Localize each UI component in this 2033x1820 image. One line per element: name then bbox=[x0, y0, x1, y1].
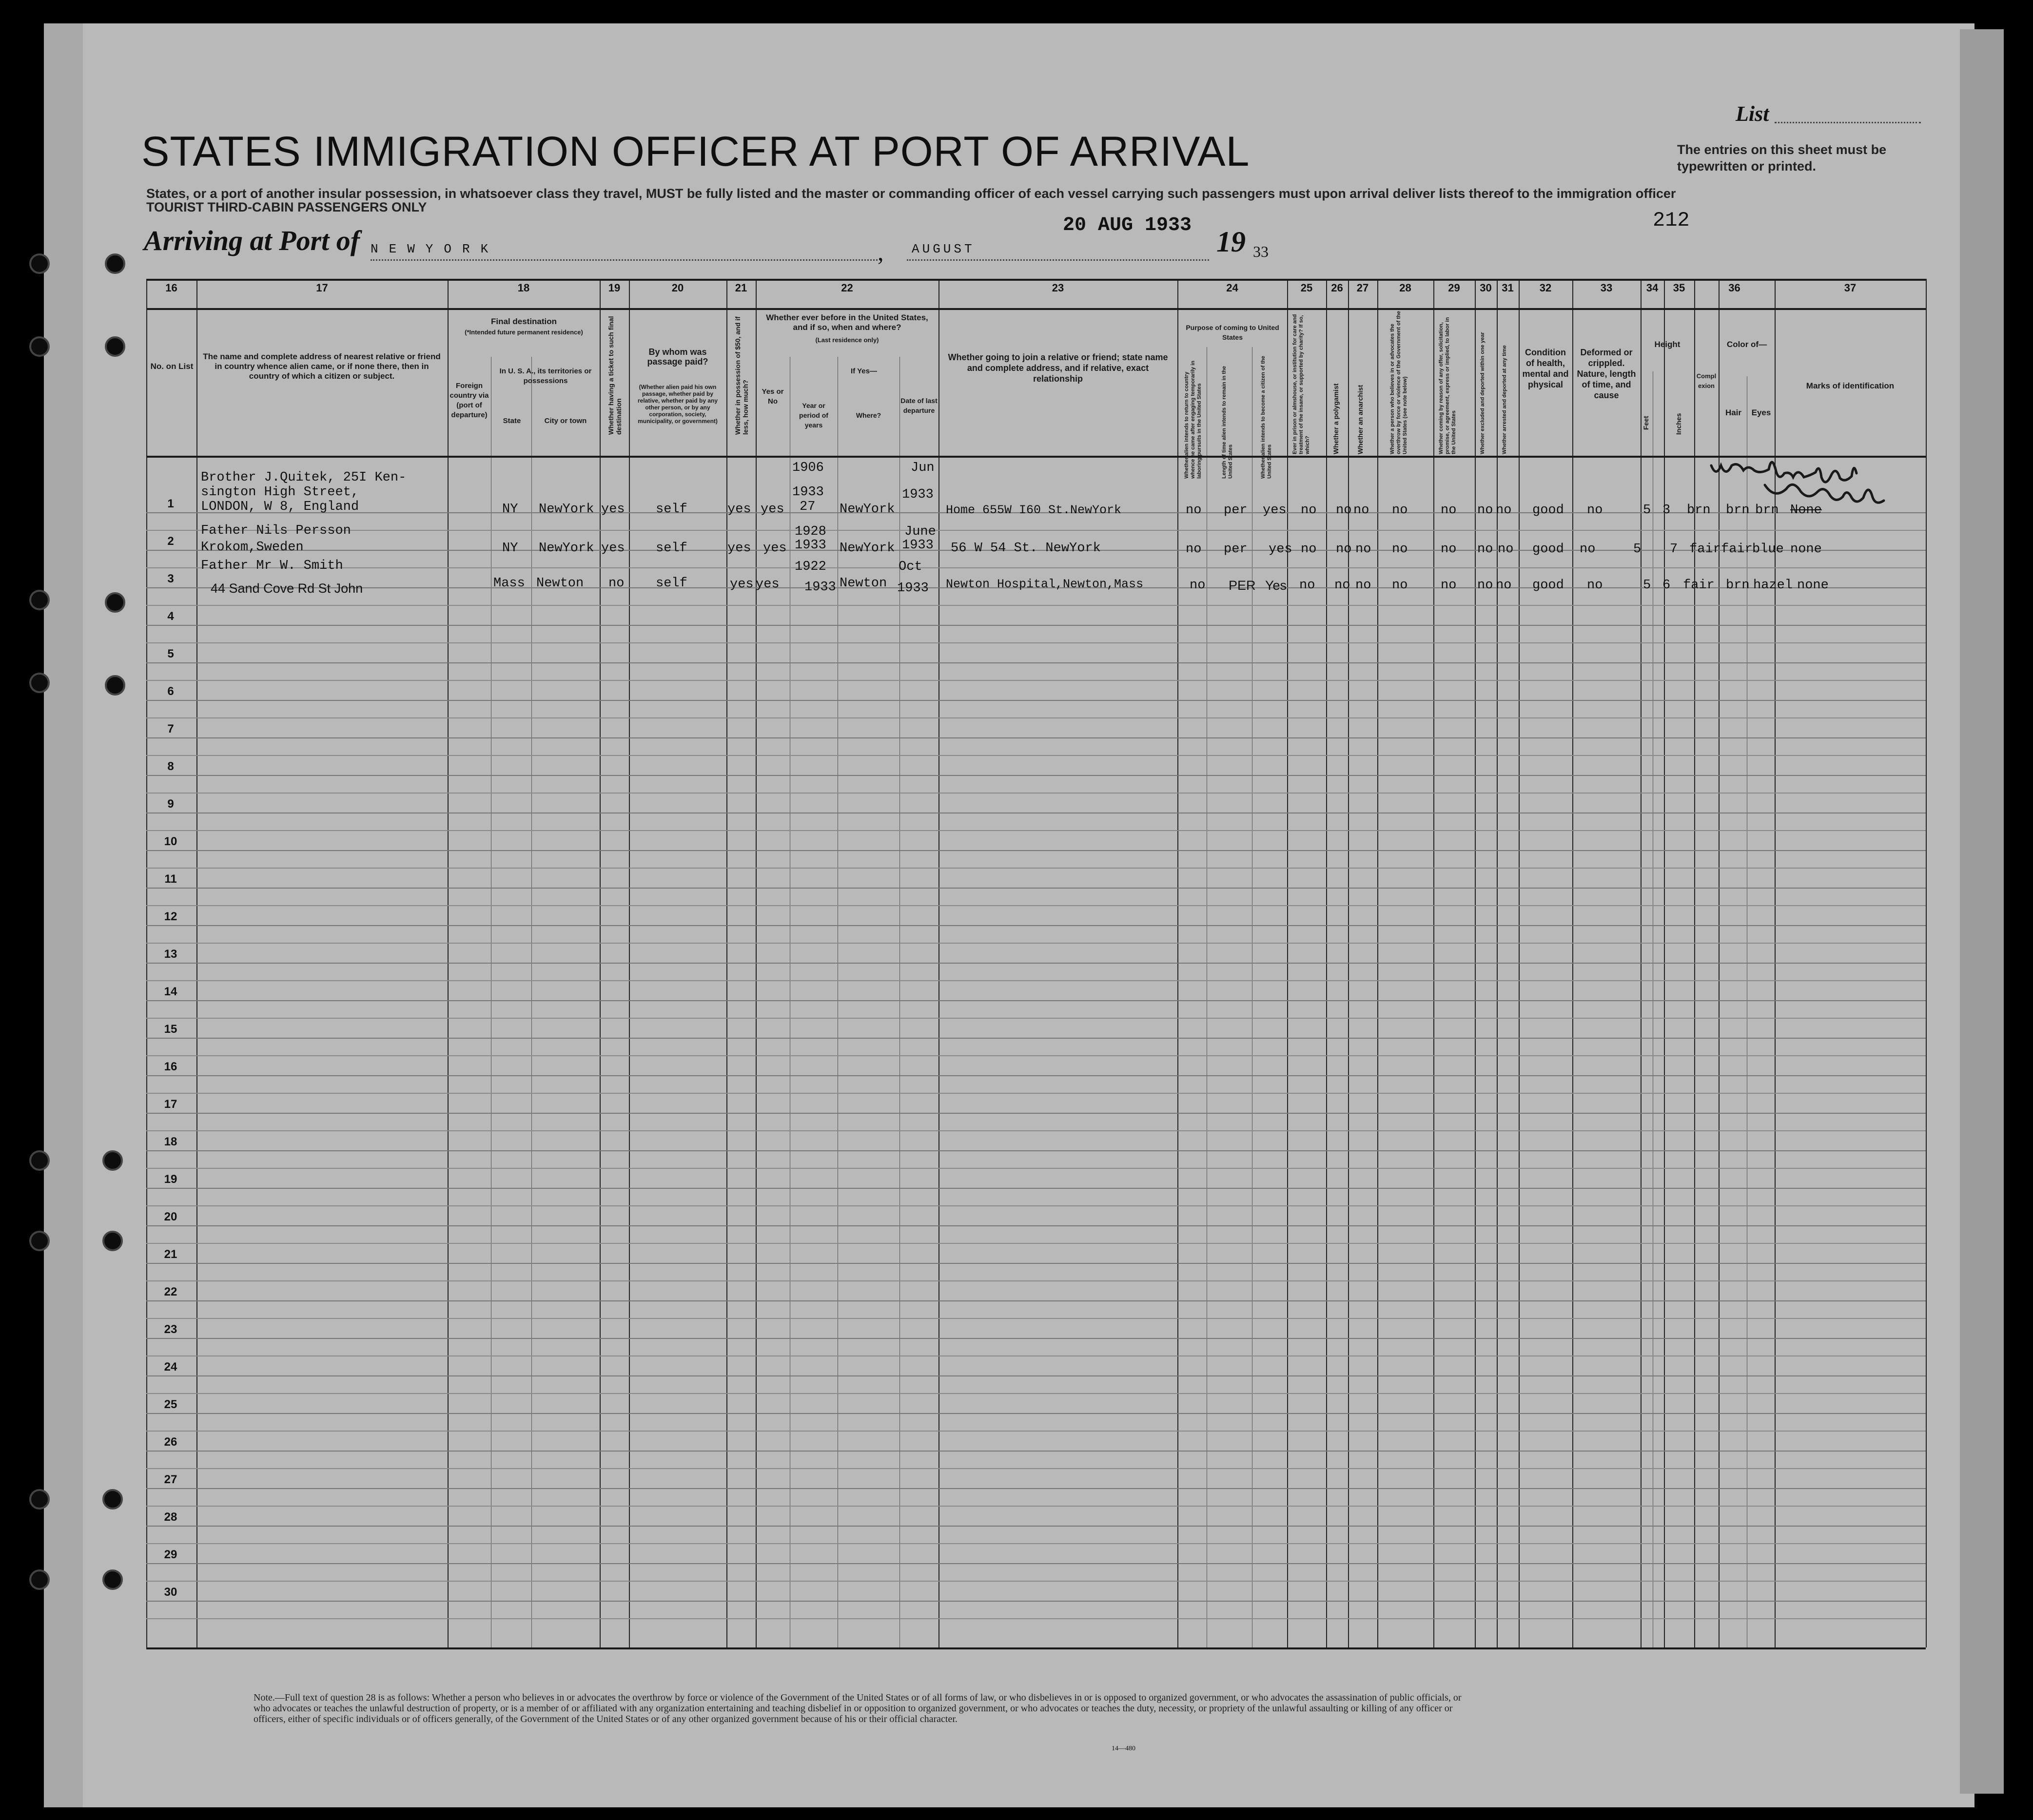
entry-3-feet: 5 bbox=[1643, 578, 1651, 593]
entry-1-relative-line3: LONDON, W 8, England bbox=[201, 500, 359, 514]
entry-2-prison: no bbox=[1301, 542, 1317, 557]
entry-1-before: yes bbox=[761, 502, 784, 517]
row-number: 15 bbox=[164, 1023, 177, 1036]
row-subrule bbox=[146, 1543, 1926, 1544]
row-number: 13 bbox=[164, 948, 177, 961]
entry-1-relative-line1: Brother J.Quitek, 25I Ken- bbox=[201, 470, 407, 485]
column-number: 20 bbox=[671, 282, 684, 294]
list-label: List bbox=[1736, 102, 1769, 126]
binding-hole bbox=[29, 590, 50, 610]
entry-2-hair: fair bbox=[1721, 542, 1753, 557]
binding-hole bbox=[29, 253, 50, 274]
entry-1-purpose-c: yes bbox=[1263, 503, 1287, 518]
header-before-us-note: (Last residence only) bbox=[815, 336, 879, 344]
entry-1-q30: no bbox=[1477, 503, 1493, 518]
row-rule bbox=[146, 1338, 1926, 1339]
form-number: 14—480 bbox=[1112, 1745, 1135, 1752]
entry-3-prison: no bbox=[1299, 578, 1315, 593]
row-number: 2 bbox=[167, 535, 174, 548]
entry-3-joining: Newton Hospital,Newton,Mass bbox=[946, 577, 1144, 591]
column-number: 21 bbox=[735, 282, 747, 294]
table-rule bbox=[146, 279, 1926, 281]
entry-2-complexion: fair bbox=[1689, 542, 1721, 557]
entry-3-state: Mass bbox=[493, 576, 525, 591]
binding-hole bbox=[105, 592, 125, 613]
row-rule bbox=[146, 700, 1926, 701]
page-edge bbox=[1960, 29, 2004, 1794]
entry-3-before: yes bbox=[756, 577, 780, 592]
row-rule bbox=[146, 1300, 1926, 1301]
entry-3-year-a: 1922 bbox=[795, 560, 826, 574]
row-subrule bbox=[146, 1055, 1926, 1056]
row-number: 27 bbox=[164, 1473, 177, 1486]
entry-1-q29: no bbox=[1441, 503, 1457, 518]
entry-2-marks: none bbox=[1790, 542, 1822, 557]
row-number: 5 bbox=[167, 647, 174, 660]
instruction-line: States, or a port of another insular possession, in whatsoever class they travel, MUST be fully listed and the master or commanding officer of each vessel carrying such passengers must upon arrival deliver lists thereof to the immigration officer bbox=[146, 186, 1676, 201]
binding-hole bbox=[29, 1569, 50, 1590]
table-bottom-rule bbox=[146, 1647, 1926, 1649]
entry-2-state: NY bbox=[502, 541, 518, 556]
row-rule bbox=[146, 1488, 1926, 1489]
header-if-yes: If Yes— bbox=[851, 367, 877, 375]
entry-2-q30: no bbox=[1477, 542, 1493, 557]
column-number: 22 bbox=[841, 282, 853, 294]
row-number: 4 bbox=[167, 610, 174, 623]
binding-hole bbox=[29, 1150, 50, 1171]
entry-1-eyes: brn bbox=[1755, 503, 1779, 518]
header-polygamist: Whether a polygamist bbox=[1332, 383, 1340, 454]
row-subrule bbox=[146, 642, 1926, 643]
header-ticket: Whether having a ticket to such final destination bbox=[607, 316, 623, 435]
row-rule bbox=[146, 1038, 1926, 1039]
header-q31: Whether arrested and deported at any time bbox=[1502, 345, 1507, 454]
row-subrule bbox=[146, 755, 1926, 756]
binding-hole bbox=[102, 1569, 123, 1590]
row-number: 17 bbox=[164, 1098, 177, 1111]
entry-3-ticket: no bbox=[608, 576, 625, 591]
entry-2-year-b: 1933 bbox=[795, 538, 826, 553]
row-subrule bbox=[146, 1506, 1926, 1507]
entry-3-q28: no bbox=[1392, 578, 1408, 593]
footnote: Note.—Full text of question 28 is as follows: Whether a person who believes in or advocates the overthrow by force or violence of the Government of the United States or of all forms of law, or who disbelieves in or is opposed to organized government, or who advocates the assassination of public officials, or who advocates or teaches the unlawful destruction of property, or is a member of or affiliated with any organization entertaining and teaching disbelief in or opposition to organized government, or who advocates or teaches the duty, necessity, or propriety of the unlawful assaulting or killing of any officer or officers, either of specific individuals or of officers generally, of the Government of the United States or of any other organized government because of his or their official character. bbox=[254, 1692, 1462, 1724]
entry-1-joining: Home 655W I60 St.NewYork bbox=[946, 503, 1122, 517]
row-number: 16 bbox=[164, 1060, 177, 1073]
row-subrule bbox=[146, 1093, 1926, 1094]
binding-hole bbox=[102, 1231, 123, 1251]
header-paid-by-note: (Whether alien paid his own passage, whether paid by relative, whether paid by any other person, or by any corporation, society, municipality, or government) bbox=[637, 384, 718, 425]
column-number: 37 bbox=[1844, 282, 1857, 294]
row-number: 7 bbox=[167, 722, 174, 736]
entry-2-before: yes bbox=[763, 541, 787, 556]
binding-hole bbox=[29, 336, 50, 357]
date-stamp: 20 AUG 1933 bbox=[1063, 214, 1192, 236]
row-rule bbox=[146, 1000, 1926, 1001]
typewritten-note: The entries on this sheet must be typewritten or printed. bbox=[1677, 142, 1887, 174]
header-before-us: Whether ever before in the United States, and if so, when and where? bbox=[766, 313, 928, 332]
entry-2-anarchist: no bbox=[1355, 542, 1371, 557]
column-number: 32 bbox=[1539, 282, 1552, 294]
header-hair: Hair bbox=[1725, 408, 1742, 417]
row-rule bbox=[146, 1263, 1926, 1264]
row-subrule bbox=[146, 980, 1926, 981]
entry-2-relative-line1: Father Nils Persson bbox=[201, 523, 351, 538]
entry-1-dep-b: 1933 bbox=[902, 487, 934, 502]
row-rule bbox=[146, 1150, 1926, 1151]
entry-3-anarchist: no bbox=[1355, 578, 1371, 593]
header-year-period: Year or period of years bbox=[799, 402, 828, 429]
entry-3-paid-by: self bbox=[656, 576, 687, 591]
entry-3-marks: none bbox=[1797, 578, 1829, 593]
entry-3-purpose-c: Yes bbox=[1265, 578, 1287, 593]
header-city: City or town bbox=[544, 417, 587, 425]
row-subrule bbox=[146, 605, 1926, 606]
table-rule bbox=[146, 456, 1926, 458]
binding-hole bbox=[105, 675, 125, 696]
entry-1-polygamist: no bbox=[1336, 503, 1352, 518]
header-where: Where? bbox=[856, 411, 881, 419]
entry-3-complexion: fair bbox=[1683, 578, 1715, 593]
column-number: 23 bbox=[1052, 282, 1064, 294]
header-deformed: Deformed or crippled. Nature, length of time, and cause bbox=[1577, 348, 1636, 400]
entry-3-deformed: no bbox=[1587, 578, 1603, 593]
column-number: 16 bbox=[165, 282, 177, 294]
entry-1-year-a: 1906 bbox=[792, 461, 824, 475]
column-number: 34 bbox=[1646, 282, 1659, 294]
binding-hole bbox=[29, 1231, 50, 1251]
passenger-class-line: TOURIST THIRD-CABIN PASSENGERS ONLY bbox=[146, 200, 427, 214]
entry-1-q28: no bbox=[1392, 503, 1408, 518]
binding-hole bbox=[29, 1489, 50, 1510]
entry-1-prison: no bbox=[1301, 503, 1317, 518]
column-number: 18 bbox=[517, 282, 530, 294]
header-foreign-country: Foreign country via (port of departure) bbox=[450, 382, 489, 419]
entry-3-relative-line1: Father Mr W. Smith bbox=[201, 559, 343, 573]
header-anarchist: Whether an anarchist bbox=[1356, 385, 1364, 454]
arrival-month: AUGUST bbox=[912, 242, 975, 256]
entry-2-ticket: yes bbox=[601, 541, 625, 556]
binding-hole bbox=[105, 253, 125, 274]
row-subrule bbox=[146, 530, 1926, 531]
row-number: 11 bbox=[164, 872, 177, 886]
binding-margin bbox=[44, 23, 83, 1807]
header-feet: Feet bbox=[1642, 416, 1650, 430]
column-number: 24 bbox=[1226, 282, 1238, 294]
row-number: 29 bbox=[164, 1548, 177, 1561]
header-color-of: Color of— bbox=[1726, 340, 1767, 349]
column-number: 36 bbox=[1728, 282, 1740, 294]
entry-1-relative-line2: sington High Street, bbox=[201, 485, 359, 500]
row-rule bbox=[146, 1413, 1926, 1414]
entry-1-inches: 3 bbox=[1662, 503, 1671, 518]
entry-3-money: yes bbox=[730, 577, 754, 592]
entry-2-deformed: no bbox=[1580, 542, 1596, 557]
entry-3-dep-b: 1933 bbox=[897, 581, 929, 596]
column-number: 17 bbox=[316, 282, 328, 294]
row-subrule bbox=[146, 830, 1926, 831]
year-prefix: 19 bbox=[1216, 226, 1246, 258]
row-subrule bbox=[146, 1018, 1926, 1019]
row-rule bbox=[146, 1225, 1926, 1226]
row-subrule bbox=[146, 567, 1926, 568]
row-rule bbox=[146, 1188, 1926, 1189]
entry-3-polygamist: no bbox=[1334, 578, 1350, 593]
entry-3-dep-a: Oct bbox=[899, 560, 922, 574]
entry-2-q29: no bbox=[1441, 542, 1457, 557]
row-number: 14 bbox=[164, 985, 177, 998]
row-rule bbox=[146, 963, 1926, 964]
column-number: 28 bbox=[1399, 282, 1411, 294]
row-rule bbox=[146, 1601, 1926, 1602]
row-subrule bbox=[146, 1318, 1926, 1319]
row-rule bbox=[146, 850, 1926, 851]
entry-2-feet: 5 bbox=[1633, 542, 1642, 557]
row-number: 22 bbox=[164, 1285, 177, 1298]
row-number: 20 bbox=[164, 1210, 177, 1223]
column-number: 35 bbox=[1673, 282, 1685, 294]
entry-1-anarchist: no bbox=[1353, 503, 1369, 518]
row-rule bbox=[146, 1113, 1926, 1114]
entry-1-q31: no bbox=[1496, 503, 1512, 518]
entry-3-relative-line2: 44 Sand Cove Rd St John bbox=[211, 581, 363, 596]
year-suffix: 33 bbox=[1253, 243, 1269, 260]
column-number: 25 bbox=[1300, 282, 1313, 294]
entry-1-hair: brn bbox=[1726, 503, 1750, 518]
header-final-destination: Final destination bbox=[490, 317, 557, 326]
header-purpose-citizen: Whether alien intends to become a citizen of the United States bbox=[1260, 356, 1272, 479]
entry-2-polygamist: no bbox=[1336, 542, 1352, 557]
entry-1-ticket: yes bbox=[601, 502, 625, 517]
row-rule bbox=[146, 1075, 1926, 1076]
row-number: 30 bbox=[164, 1586, 177, 1599]
entry-3-hair: brn bbox=[1726, 578, 1750, 593]
entry-1-dep-a: Jun bbox=[911, 461, 935, 475]
header-state: State bbox=[503, 417, 521, 425]
header-final-destination-note: (*Intended future permanent residence) bbox=[465, 329, 583, 336]
header-paid-by: By whom was passage paid? bbox=[647, 347, 708, 367]
header-in-usa: In U. S. A., its territories or possessions bbox=[499, 367, 592, 385]
entry-2-purpose-a: no bbox=[1186, 542, 1202, 557]
header-marks: Marks of identification bbox=[1806, 381, 1895, 390]
header-joining: Whether going to join a relative or friend; state name and complete address, and if relative, exact relationship bbox=[948, 352, 1168, 384]
entry-1-purpose-b: per bbox=[1224, 503, 1248, 518]
header-q28: Whether a person who believes in or advocates the overthrow by force or violence of the Government of the United States (see note below) bbox=[1389, 311, 1408, 454]
entry-2-eyes: blue bbox=[1752, 542, 1784, 557]
column-number: 27 bbox=[1356, 282, 1369, 294]
row-number: 26 bbox=[164, 1435, 177, 1449]
binding-hole bbox=[102, 1150, 123, 1171]
row-number: 1 bbox=[167, 497, 174, 510]
header-relative-address: The name and complete address of nearest relative or friend in country whence alien came, or if none there, then in country of which a citizen or subject. bbox=[203, 352, 441, 381]
row-subrule bbox=[146, 1431, 1926, 1432]
row-number: 9 bbox=[167, 797, 174, 811]
row-rule bbox=[146, 1563, 1926, 1564]
entry-1-complexion: brn bbox=[1687, 503, 1711, 518]
entry-1-feet: 5 bbox=[1643, 503, 1651, 518]
row-rule bbox=[146, 925, 1926, 926]
row-rule bbox=[146, 1375, 1926, 1376]
row-subrule bbox=[146, 793, 1926, 794]
row-number: 12 bbox=[164, 910, 177, 923]
row-subrule bbox=[146, 1581, 1926, 1582]
entry-1-year-c: 27 bbox=[800, 500, 816, 514]
entry-3-health: good bbox=[1532, 578, 1564, 593]
date-line bbox=[907, 259, 1209, 261]
header-q29: Whether coming by reason of any offer, solicitation, promise, or agreement, express or implied, to labor in the United States bbox=[1438, 317, 1457, 454]
row-subrule bbox=[146, 1243, 1926, 1244]
row-number: 19 bbox=[164, 1173, 177, 1186]
binding-hole bbox=[102, 1489, 123, 1510]
row-rule bbox=[146, 625, 1926, 626]
header-purpose-length: Length of time alien intends to remain in the United States bbox=[1221, 366, 1233, 479]
row-number: 23 bbox=[164, 1323, 177, 1336]
entry-1-purpose-a: no bbox=[1186, 503, 1202, 518]
row-subrule bbox=[146, 1618, 1926, 1619]
port-line bbox=[371, 259, 878, 261]
header-no-on-list: No. on List bbox=[150, 362, 194, 371]
header-inches: Inches bbox=[1675, 413, 1682, 435]
entry-3-where: Newton bbox=[840, 576, 887, 591]
entry-3-q31: no bbox=[1496, 578, 1512, 593]
entry-2-inches: 7 bbox=[1670, 542, 1678, 557]
row-rule bbox=[146, 775, 1926, 776]
entry-1-deformed: no bbox=[1587, 503, 1603, 518]
entry-2-q28: no bbox=[1392, 542, 1408, 557]
header-purpose: Purpose of coming to United States bbox=[1186, 324, 1279, 341]
entry-1-money: yes bbox=[727, 502, 751, 517]
column-number: 30 bbox=[1480, 282, 1492, 294]
entry-3-year-b: 1933 bbox=[804, 580, 836, 595]
list-number-line bbox=[1775, 122, 1921, 123]
header-purpose-return: Whether alien intends to return to country whence he came after engaging temporarily in laboring pursuits in the United States bbox=[1184, 360, 1202, 479]
table-rule bbox=[146, 308, 1926, 310]
row-number: 25 bbox=[164, 1398, 177, 1411]
row-subrule bbox=[146, 943, 1926, 944]
header-eyes: Eyes bbox=[1751, 408, 1771, 417]
row-number: 8 bbox=[167, 760, 174, 773]
column-number: 26 bbox=[1331, 282, 1343, 294]
header-health: Condition of health, mental and physical bbox=[1522, 348, 1569, 389]
row-subrule bbox=[146, 1355, 1926, 1356]
entry-1-city: NewYork bbox=[539, 502, 594, 517]
entry-2-purpose-c: yes bbox=[1269, 542, 1292, 557]
entry-1-where: NewYork bbox=[840, 502, 895, 517]
entry-3-eyes: hazel bbox=[1753, 578, 1793, 593]
header-yes-no: Yes or No bbox=[762, 387, 784, 406]
column-number: 29 bbox=[1448, 282, 1460, 294]
row-rule bbox=[146, 888, 1926, 889]
row-subrule bbox=[146, 717, 1926, 718]
column-number: 19 bbox=[608, 282, 621, 294]
sheet-number: 212 bbox=[1653, 209, 1690, 232]
header-date-departure: Date of last departure bbox=[900, 397, 938, 414]
entry-3-q29: no bbox=[1441, 578, 1457, 593]
arrival-port: NEWYORK bbox=[371, 242, 499, 256]
row-subrule bbox=[146, 1205, 1926, 1206]
row-rule bbox=[146, 1526, 1926, 1527]
header-complexion: Complexion bbox=[1696, 372, 1717, 389]
row-subrule bbox=[146, 905, 1926, 906]
column-number: 31 bbox=[1502, 282, 1514, 294]
handwritten-annotation bbox=[1706, 456, 1911, 534]
row-number: 28 bbox=[164, 1510, 177, 1524]
entry-2-money: yes bbox=[727, 541, 751, 556]
entry-1-marks: None bbox=[1790, 503, 1822, 518]
row-subrule bbox=[146, 680, 1926, 681]
row-number: 3 bbox=[167, 572, 174, 585]
row-subrule bbox=[146, 1280, 1926, 1281]
entry-3-inches: 6 bbox=[1662, 578, 1671, 593]
row-subrule bbox=[146, 1393, 1926, 1394]
entry-1-health: good bbox=[1532, 503, 1564, 518]
entry-2-q31: no bbox=[1498, 542, 1514, 557]
entry-2-city: NewYork bbox=[539, 541, 594, 556]
header-money: Whether in possession of $50, and if less, how much? bbox=[734, 316, 749, 435]
binding-hole bbox=[29, 673, 50, 693]
entry-2-relative-line2: Krokom,Sweden bbox=[201, 540, 304, 555]
entry-3-purpose-a: no bbox=[1190, 578, 1206, 593]
page-title: STATES IMMIGRATION OFFICER AT PORT OF ARRIVAL bbox=[141, 128, 1250, 175]
entry-1-paid-by: self bbox=[656, 502, 687, 517]
entry-3-q30: no bbox=[1477, 578, 1493, 593]
entry-2-joining: 56 W 54 St. NewYork bbox=[951, 541, 1101, 556]
row-subrule bbox=[146, 868, 1926, 869]
row-subrule bbox=[146, 1130, 1926, 1131]
row-number: 21 bbox=[164, 1248, 177, 1261]
row-number: 10 bbox=[164, 835, 177, 848]
entry-1-year-b: 1933 bbox=[792, 485, 824, 500]
entry-3-purpose-b: PER bbox=[1229, 578, 1256, 593]
entry-2-purpose-b: per bbox=[1224, 542, 1248, 557]
entry-2-health: good bbox=[1532, 542, 1564, 557]
entry-2-paid-by: self bbox=[656, 541, 687, 556]
arriving-label: Arriving at Port of bbox=[144, 225, 360, 256]
entry-2-dep-a: June bbox=[904, 524, 936, 539]
row-subrule bbox=[146, 1468, 1926, 1469]
row-rule bbox=[146, 662, 1926, 663]
entry-2-year-a: 1928 bbox=[795, 524, 826, 539]
header-q30: Whether excluded and deported within one year bbox=[1480, 332, 1486, 454]
binding-hole bbox=[105, 336, 125, 357]
column-number: 33 bbox=[1600, 282, 1613, 294]
entry-2-dep-b: 1933 bbox=[902, 538, 934, 553]
row-number: 18 bbox=[164, 1135, 177, 1148]
row-number: 24 bbox=[164, 1360, 177, 1374]
entry-3-city: Newton bbox=[536, 576, 584, 591]
row-number: 6 bbox=[167, 685, 174, 698]
entry-1-state: NY bbox=[502, 502, 518, 517]
row-subrule bbox=[146, 1168, 1926, 1169]
row-rule bbox=[146, 1451, 1926, 1452]
header-prison: Ever in prison or almshouse, or institution for care and treatment of the insane, or supported by charity? If so, which? bbox=[1292, 314, 1310, 454]
header-height: Height bbox=[1654, 340, 1681, 349]
entry-2-where: NewYork bbox=[840, 541, 895, 556]
row-rule bbox=[146, 737, 1926, 738]
